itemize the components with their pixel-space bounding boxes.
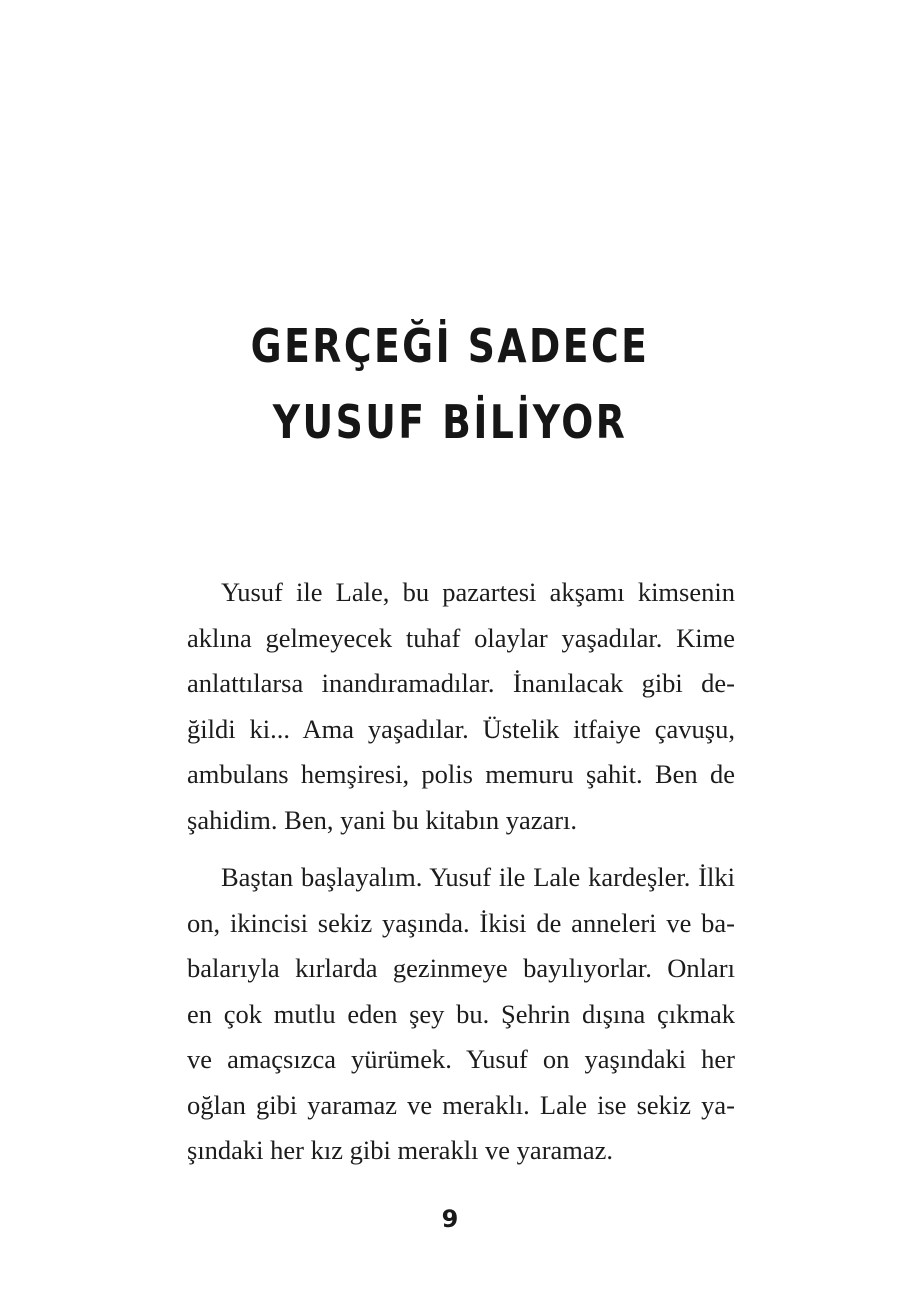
- text-line: şahidim. Ben, yani bu kitabın yazarı.: [187, 804, 578, 835]
- text-line: ğildi ki... Ama yaşadılar. Üstelik itfaiye çavuşu,: [187, 713, 735, 744]
- text-line: oğlan gibi yaramaz ve meraklı. Lale ise sekiz ya-: [187, 1089, 735, 1120]
- text-line: anlattılarsa inandıramadılar. İnanılacak gibi de-: [187, 668, 735, 698]
- paragraph: [187, 855, 735, 1174]
- text-line: ve amaçsızca yürümek. Yusuf on yaşındaki her: [187, 1044, 735, 1074]
- text-line: Baştan başlayalım. Yusuf ile Lale kardeşler. İlki: [221, 862, 735, 892]
- text-line: balarıyla kırlarda gezinmeye bayılıyorlar. Onları: [187, 953, 735, 983]
- paragraph: [187, 570, 735, 843]
- text-line: on, ikincisi sekiz yaşında. İkisi de anneleri ve ba-: [187, 907, 735, 938]
- chapter-title-line-1: GERÇEĞİ SADECE: [250, 319, 650, 373]
- chapter-title-line-2: YUSUF BİLİYOR: [272, 395, 628, 449]
- page-number: 9: [441, 1205, 459, 1233]
- text-line: şındaki her kız gibi meraklı ve yaramaz.: [187, 1135, 614, 1165]
- chapter-title: [81, 308, 819, 460]
- paragraph-gap: [187, 843, 735, 855]
- text-line: aklına gelmeyecek tuhaf olaylar yaşadılar. Kime: [187, 622, 735, 653]
- text-line: Yusuf ile Lale, bu pazartesi akşamı kimsenin: [221, 577, 735, 607]
- text-line: en çok mutlu eden şey bu. Şehrin dışına çıkmak: [187, 998, 735, 1029]
- body-text: [187, 570, 735, 1174]
- text-line: ambulans hemşiresi, polis memuru şahit. Ben de: [187, 759, 735, 789]
